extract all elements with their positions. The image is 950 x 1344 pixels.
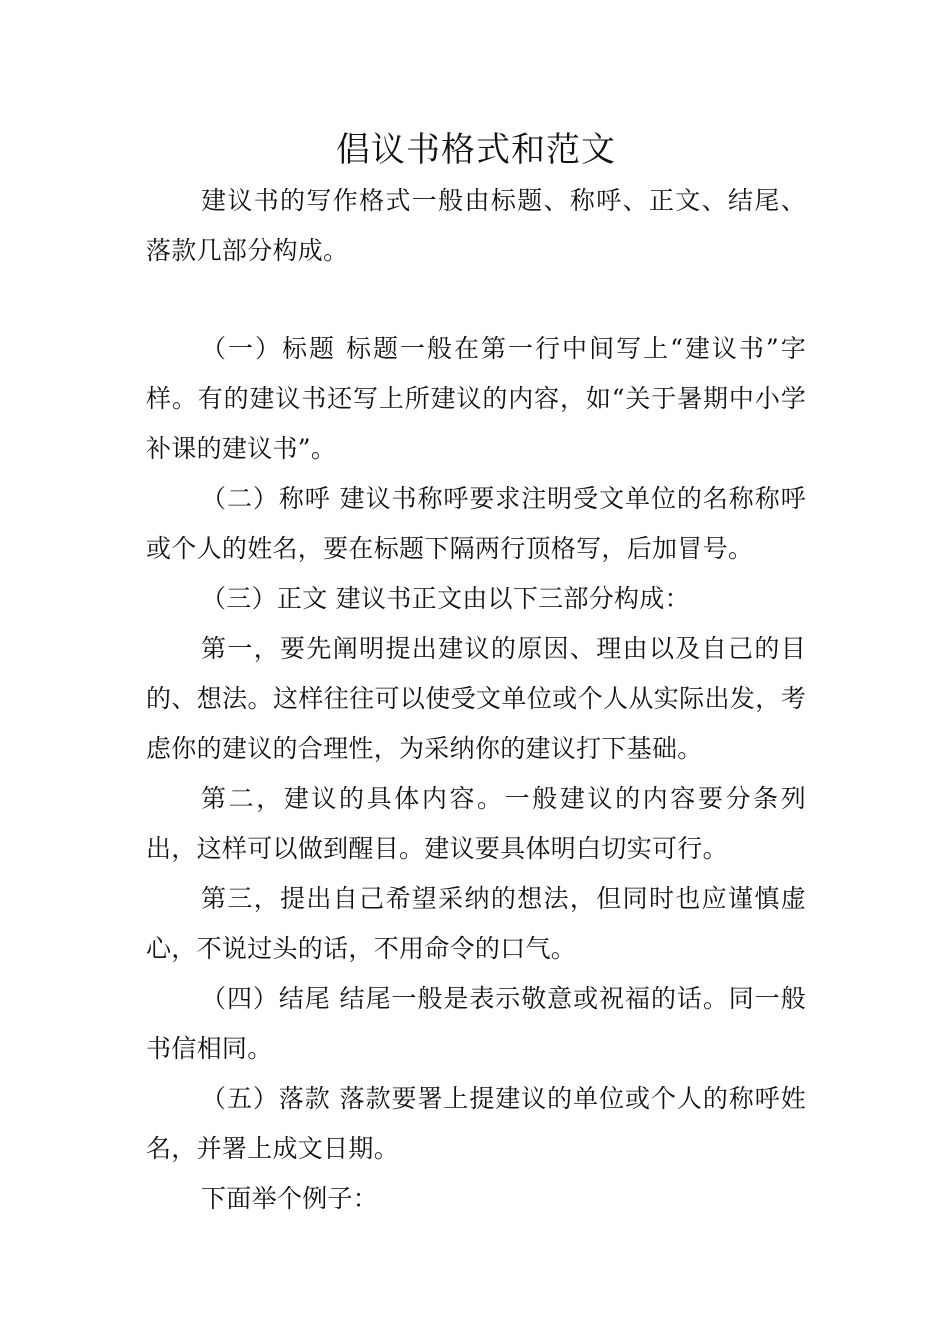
section-body-paragraph: （三）正文 建议书正文由以下三部分构成：	[201, 584, 690, 613]
example-lead-paragraph: 下面举个例子：	[201, 1184, 379, 1213]
section-signature-paragraph: （五）落款 落款要署上提建议的单位或个人的称呼姓名，并署上成文日期。	[146, 1084, 806, 1163]
body-point-third: 第三，提出自己希望采纳的想法，但同时也应谨慎虚心，不说过头的话，不用命令的口气。	[146, 884, 806, 963]
intro-paragraph: 建议书的写作格式一般由标题、称呼、正文、结尾、落款几部分构成。	[146, 186, 806, 265]
document-page	[146, 124, 806, 1224]
section-title-paragraph: （一）标题 标题一般在第一行中间写上“建议书”字样。有的建议书还写上所建议的内容，如“关于暑期中小学补课的建议书”。	[146, 334, 806, 463]
body-point-second: 第二，建议的具体内容。一般建议的内容要分条列出，这样可以做到醒目。建议要具体明白切实可行。	[146, 784, 806, 863]
document-title: 倡议书格式和范文	[336, 130, 616, 170]
body-point-first: 第一，要先阐明提出建议的原因、理由以及自己的目的、想法。这样往往可以使受文单位或个人从实际出发，考虑你的建议的合理性，为采纳你的建议打下基础。	[146, 634, 806, 763]
section-salutation-paragraph: （二）称呼 建议书称呼要求注明受文单位的名称称呼或个人的姓名，要在标题下隔两行顶格写，后加冒号。	[146, 484, 806, 563]
section-ending-paragraph: （四）结尾 结尾一般是表示敬意或祝福的话。同一般书信相同。	[146, 984, 806, 1063]
blank-spacer	[146, 276, 806, 324]
